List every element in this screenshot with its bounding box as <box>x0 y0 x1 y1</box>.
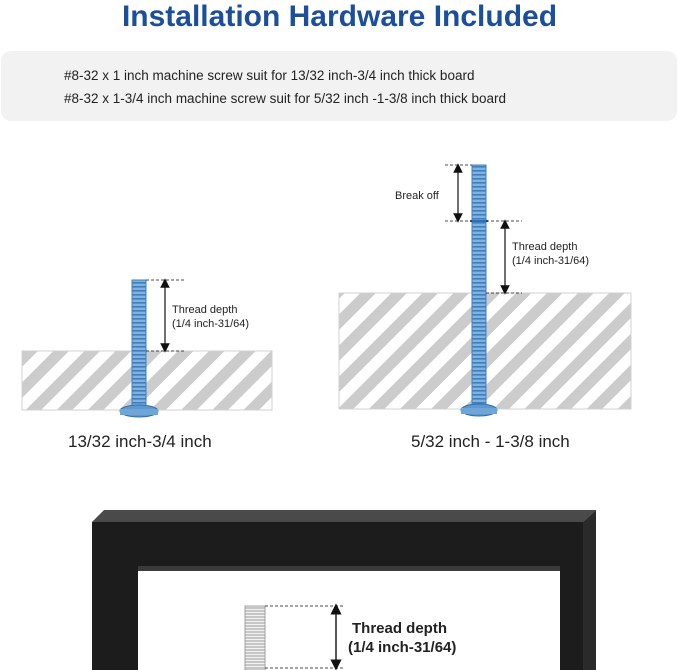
left-thread-depth-range: (1/4 inch-31/64) <box>172 318 250 330</box>
left-thread-depth-label: Thread depth <box>172 304 238 316</box>
break-off-label: Break off <box>395 190 439 202</box>
left-board <box>22 351 272 410</box>
handle-thread-depth-range: (1/4 inch-31/64) <box>348 639 457 656</box>
page-title: Installation Hardware Included <box>121 0 558 33</box>
right-thread-depth-label: Thread depth <box>512 241 578 253</box>
right-thread-depth-range: (1/4 inch-31/64) <box>512 255 590 267</box>
handle-thread-depth-label: Thread depth <box>352 620 448 637</box>
handle-screw <box>245 606 265 670</box>
cabinet-handle <box>92 510 596 670</box>
handle-thread-depth-dimension <box>265 606 345 668</box>
right-board-thickness-caption: 5/32 inch - 1-3/8 inch <box>411 432 570 451</box>
break-off-dimension <box>445 165 472 221</box>
left-board-thickness-caption: 13/32 inch-3/4 inch <box>68 432 212 451</box>
spec-line-short-screw: #8-32 x 1 inch machine screw suit for 13/32 inch-3/4 inch thick board <box>64 68 475 83</box>
spec-line-long-screw: #8-32 x 1-3/4 inch machine screw suit for 5/32 inch -1-3/8 inch thick board <box>64 91 506 106</box>
